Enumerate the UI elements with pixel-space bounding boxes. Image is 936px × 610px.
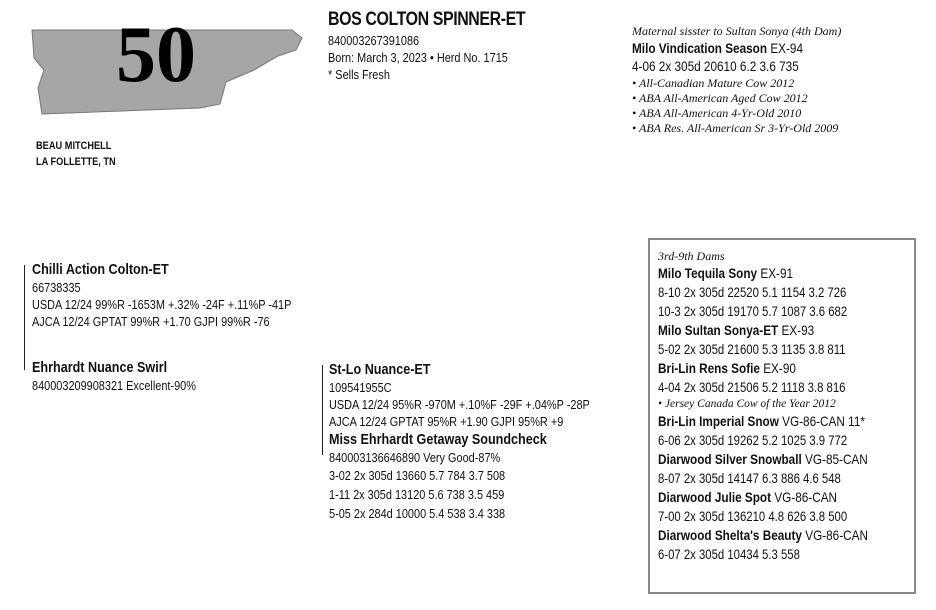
honor-item: • ABA Res. All-American Sr 3-Yr-Old 2009 bbox=[632, 121, 839, 135]
dam-entry-name: Diarwood Shelta's Beauty bbox=[658, 527, 802, 543]
sire-dam-detail: 840003209908321 Excellent-90% bbox=[32, 378, 196, 393]
sire-usda: USDA 12/24 99%R -1653M +.32% -24F +.11%P -41P bbox=[32, 297, 292, 312]
dams-box bbox=[648, 238, 916, 594]
dam-entry-name: Bri-Lin Imperial Snow bbox=[658, 413, 779, 429]
dam-entry-name-line bbox=[658, 488, 868, 507]
animal-name: BOS COLTON SPINNER-ET bbox=[328, 9, 526, 30]
dam-block bbox=[329, 360, 590, 523]
dam-detail: 840003136646890 Very Good-87% bbox=[329, 450, 501, 465]
dam-sire-ajca: AJCA 12/24 GPTAT 95%R +1.90 GJPI 95%R +9 bbox=[329, 414, 564, 429]
dam-entry-score: EX-93 bbox=[778, 322, 815, 338]
dam-record: 5-05 2x 284d 10000 5.4 538 3.4 338 bbox=[329, 506, 506, 521]
dam-entry-record: 7-00 2x 305d 136210 4.8 626 3.8 500 bbox=[658, 509, 848, 524]
dam-entry-name-line bbox=[658, 412, 868, 431]
dam-entry-record: 4-04 2x 305d 21506 5.2 1118 3.8 816 bbox=[658, 380, 846, 395]
sire-id: 66738335 bbox=[32, 280, 81, 295]
dam-entry-note: • Jersey Canada Cow of the Year 2012 bbox=[658, 398, 836, 410]
consignor-name: BEAU MITCHELL bbox=[36, 140, 112, 152]
maternal-sister-score: EX-94 bbox=[767, 40, 804, 56]
sire-ajca: AJCA 12/24 GPTAT 99%R +1.70 GJPI 99%R -76 bbox=[32, 314, 270, 329]
dam-record: 3-02 2x 305d 13660 5.7 784 3.7 508 bbox=[329, 468, 506, 483]
dams-list bbox=[658, 248, 908, 564]
dam-entry-name: Diarwood Julie Spot bbox=[658, 489, 772, 505]
dam-bracket bbox=[322, 365, 323, 455]
dam-entry-score: EX-90 bbox=[759, 360, 796, 376]
maternal-caption: Maternal sisster to Sultan Sonya (4th Dam) bbox=[632, 24, 842, 38]
sire-bracket bbox=[24, 265, 25, 370]
dam-entry-record: 6-07 2x 305d 10434 5.3 558 bbox=[658, 547, 800, 562]
honor-item: • All-Canadian Mature Cow 2012 bbox=[632, 76, 795, 90]
maternal-sister-name-line bbox=[632, 39, 808, 57]
dam-sire-id: 109541955C bbox=[329, 380, 392, 395]
dam-entry-score: VG-85-CAN bbox=[801, 451, 868, 467]
dam-entry-record: 6-06 2x 305d 19262 5.2 1025 3.9 772 bbox=[658, 433, 848, 448]
dam-entry-score: VG-86-CAN bbox=[771, 489, 838, 505]
dam-entry-score: VG-86-CAN 11* bbox=[778, 413, 865, 429]
maternal-sister-block bbox=[632, 24, 841, 136]
dam-name: Miss Ehrhardt Getaway Soundcheck bbox=[329, 431, 547, 448]
dam-sire-usda: USDA 12/24 95%R -970M +.10%F -29F +.04%P -28P bbox=[329, 397, 590, 412]
dam-entry-record: 8-07 2x 305d 14147 6.3 886 4.6 548 bbox=[658, 471, 841, 486]
dam-sire-name: St-Lo Nuance-ET bbox=[329, 361, 431, 378]
sire-name: Chilli Action Colton-ET bbox=[32, 261, 169, 278]
consignor-location: LA FOLLETTE, TN bbox=[36, 156, 116, 168]
dam-entry-name-line bbox=[658, 321, 868, 340]
sire-dam-name: Ehrhardt Nuance Swirl bbox=[32, 359, 168, 376]
sire-block bbox=[32, 260, 291, 330]
dam-entry-name-line bbox=[658, 359, 868, 378]
dam-entry-score: EX-91 bbox=[757, 265, 794, 281]
born-herd: Born: March 3, 2023 • Herd No. 1715 bbox=[328, 50, 508, 65]
dam-entry-record: 10-3 2x 305d 19170 5.7 1087 3.6 682 bbox=[658, 304, 848, 319]
dam-entry-record: 8-10 2x 305d 22520 5.1 1154 3.2 726 bbox=[658, 285, 847, 300]
dam-entry-name-line bbox=[658, 264, 868, 283]
sells-note: * Sells Fresh bbox=[328, 67, 390, 82]
dams-entries bbox=[658, 264, 908, 564]
dam-record: 1-11 2x 305d 13120 5.6 738 3.5 459 bbox=[329, 487, 505, 502]
dams-caption: 3rd-9th Dams bbox=[658, 249, 725, 263]
lot-number: 50 bbox=[116, 11, 196, 99]
dam-entry-record: 5-02 2x 305d 21600 5.3 1135 3.8 811 bbox=[658, 342, 846, 357]
dam-entry-name: Milo Tequila Sony bbox=[658, 265, 758, 281]
maternal-sister-record: 4-06 2x 305d 20610 6.2 3.6 735 bbox=[632, 58, 799, 74]
sire-dam-block bbox=[32, 358, 196, 394]
animal-id: 840003267391086 bbox=[328, 33, 420, 48]
animal-header bbox=[328, 8, 525, 83]
dam-entry-score: VG-86-CAN bbox=[801, 527, 868, 543]
consignor bbox=[36, 138, 116, 170]
dam-entry-name: Milo Sultan Sonya-ET bbox=[658, 322, 779, 338]
dam-entry-name: Diarwood Silver Snowball bbox=[658, 451, 802, 467]
dam-entry-name-line bbox=[658, 450, 868, 469]
maternal-sister-name: Milo Vindication Season bbox=[632, 40, 768, 56]
dam-entry-name-line bbox=[658, 526, 868, 545]
honor-item: • ABA All-American 4-Yr-Old 2010 bbox=[632, 106, 802, 120]
dam-entry-name: Bri-Lin Rens Sofie bbox=[658, 360, 760, 376]
honor-item: • ABA All-American Aged Cow 2012 bbox=[632, 91, 808, 105]
